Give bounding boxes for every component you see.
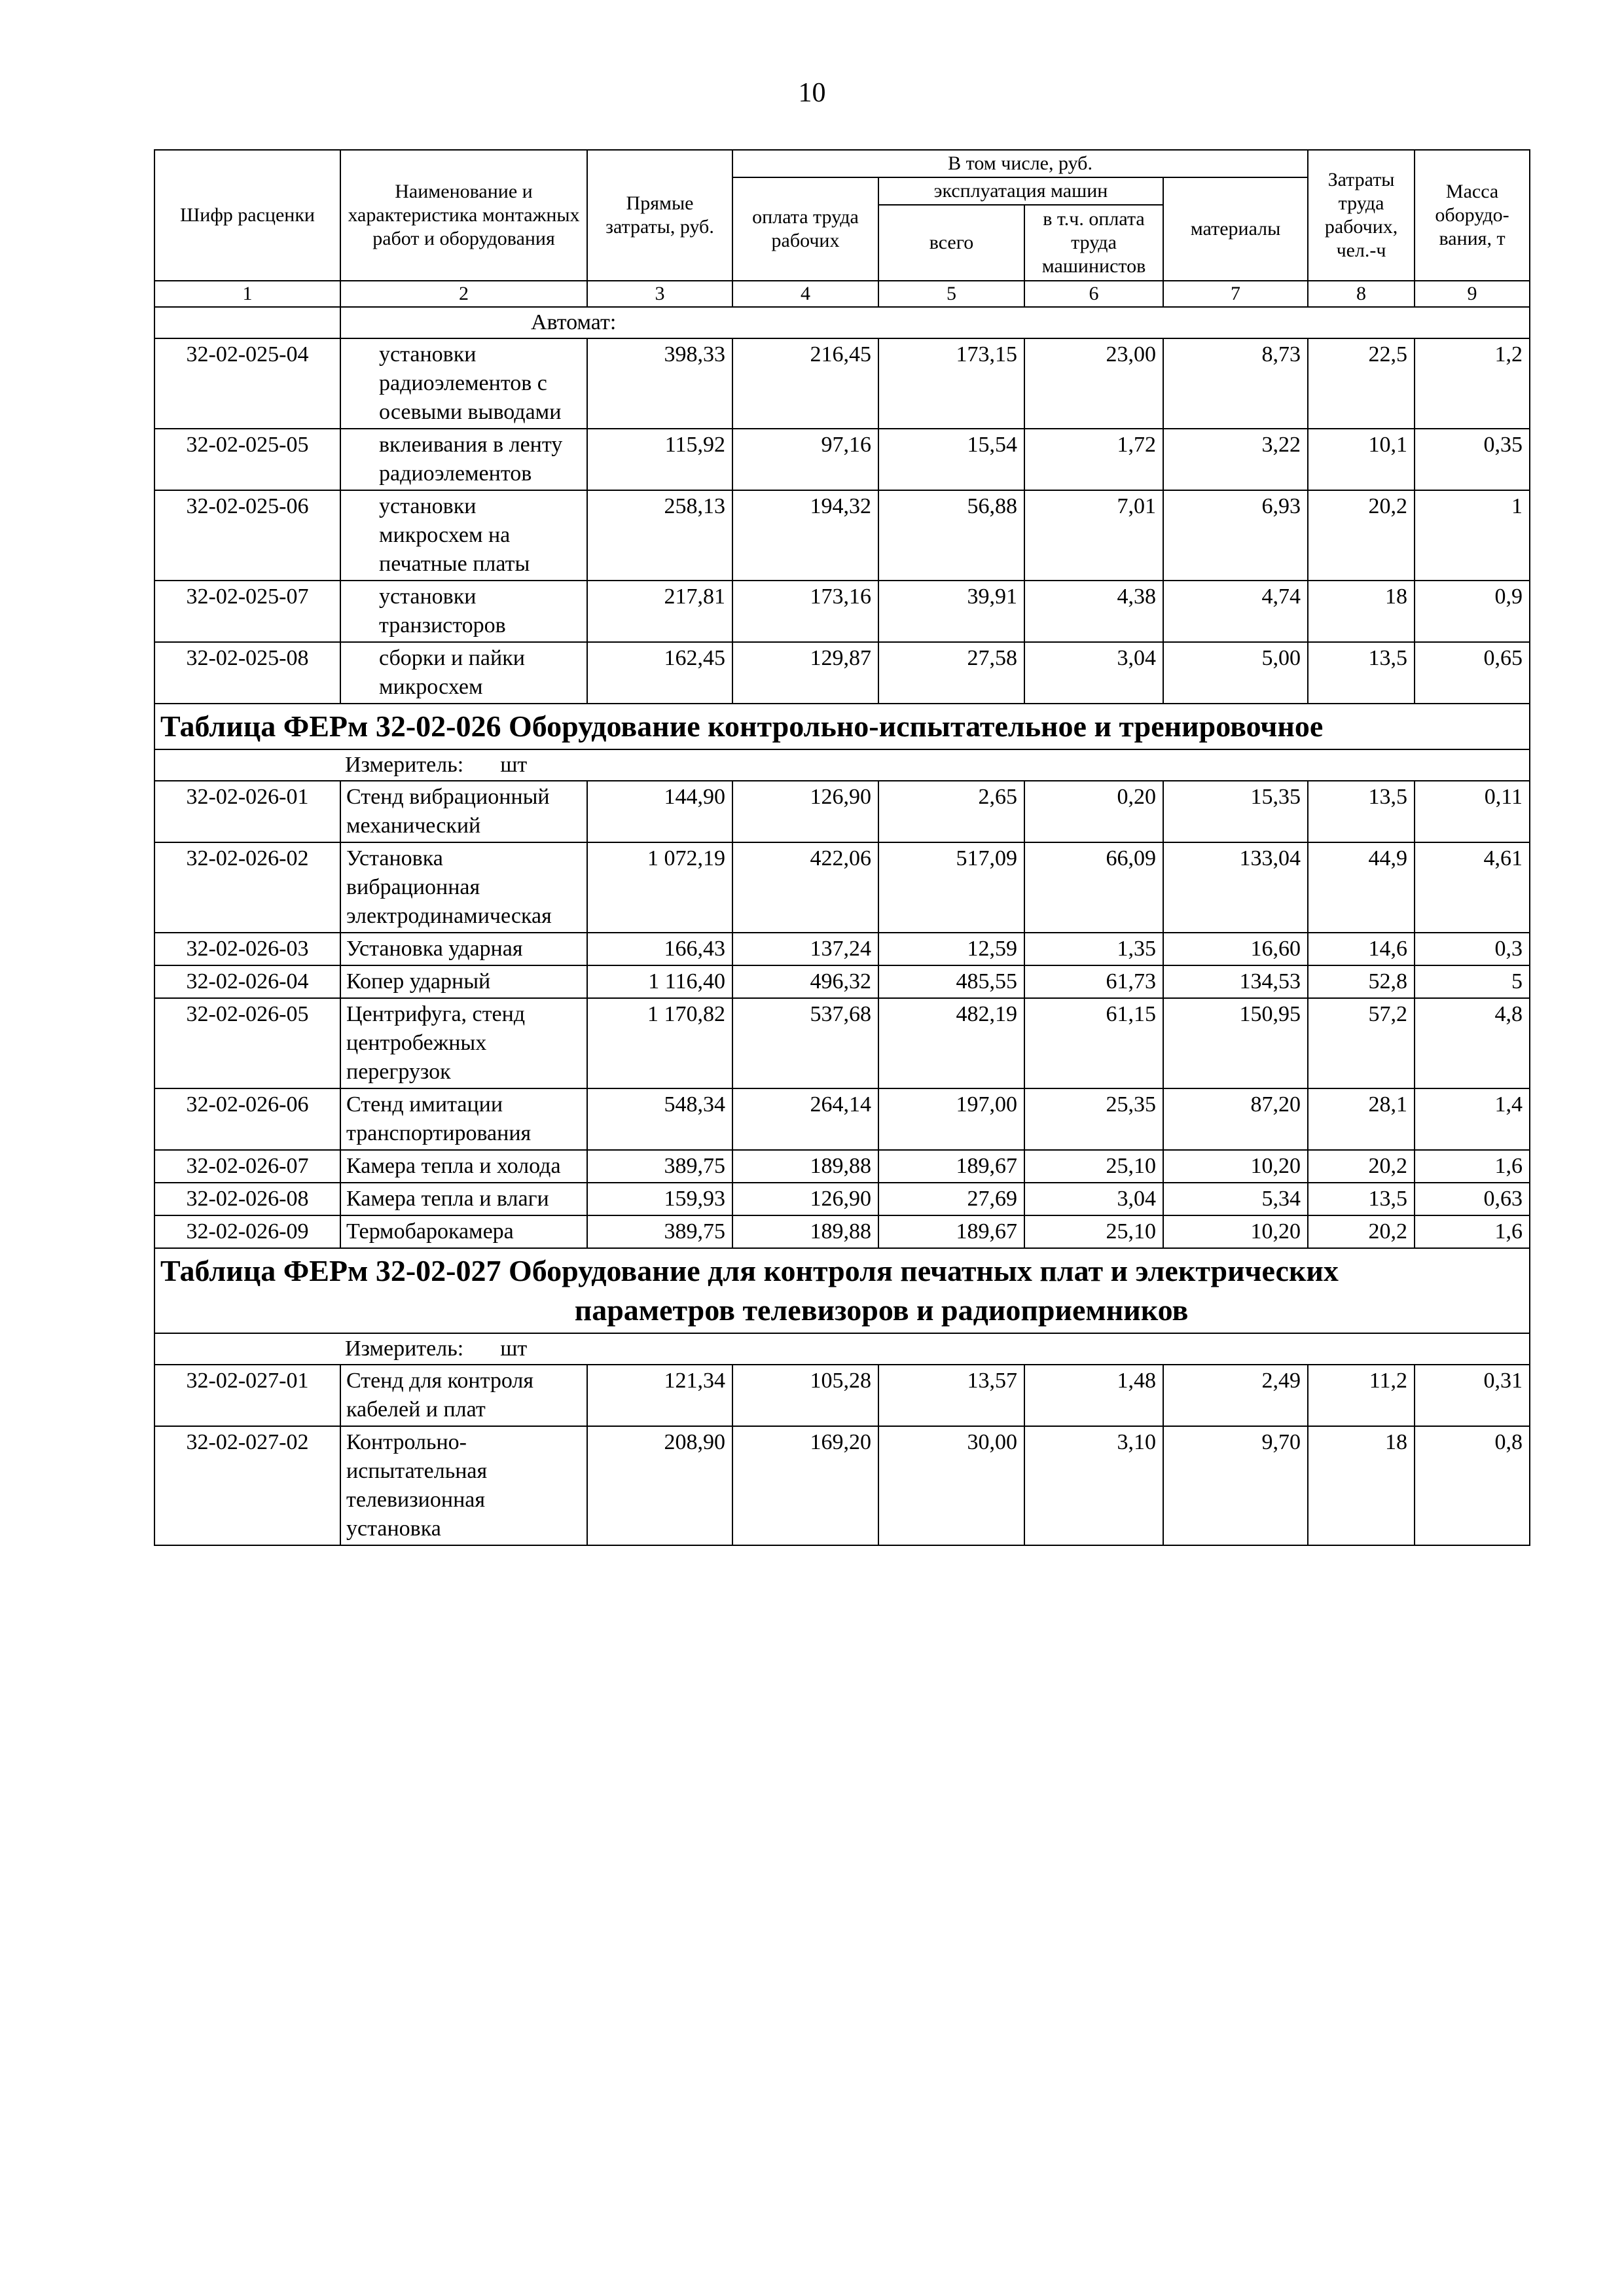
machinists-pay-value: 25,35 — [1024, 1088, 1163, 1150]
direct-costs-value: 398,33 — [587, 338, 732, 429]
unit-cell — [154, 1333, 1530, 1365]
rate-code: 32-02-025-05 — [154, 429, 340, 490]
rate-code: 32-02-025-06 — [154, 490, 340, 581]
mass-value: 4,61 — [1415, 842, 1530, 933]
column-number: 6 — [1024, 281, 1163, 307]
labor-cost-value: 14,6 — [1308, 933, 1415, 965]
header-mass: Масса оборудо-вания, т — [1415, 150, 1530, 281]
labor-cost-value: 20,2 — [1308, 1150, 1415, 1183]
unit-label: Измеритель: — [345, 753, 464, 777]
table-row — [154, 1150, 1530, 1183]
direct-costs-value: 144,90 — [587, 781, 732, 842]
direct-costs-value: 389,75 — [587, 1150, 732, 1183]
header-direct-costs: Прямые затраты, руб. — [587, 150, 732, 281]
labor-pay-value: 189,88 — [732, 1215, 878, 1248]
header-name: Наименование и характеристика монтажных работ и оборудования — [340, 150, 587, 281]
materials-value: 10,20 — [1163, 1215, 1308, 1248]
header-labor-cost: Затраты труда рабочих, чел.-ч — [1308, 150, 1415, 281]
column-number: 7 — [1163, 281, 1308, 307]
machinists-pay-value: 61,15 — [1024, 998, 1163, 1088]
labor-cost-value: 20,2 — [1308, 490, 1415, 581]
table-row — [154, 1088, 1530, 1150]
mass-value: 0,9 — [1415, 581, 1530, 642]
section-title-line2: параметров телевизоров и радиоприемников — [574, 1293, 1189, 1327]
table-row — [154, 965, 1530, 998]
materials-value: 2,49 — [1163, 1365, 1308, 1426]
rate-code: 32-02-027-01 — [154, 1365, 340, 1426]
rates-table — [154, 149, 1530, 1546]
table-row — [154, 429, 1530, 490]
machines-total-value: 197,00 — [878, 1088, 1024, 1150]
machines-total-value: 30,00 — [878, 1426, 1024, 1545]
table-row — [154, 933, 1530, 965]
materials-value: 5,34 — [1163, 1183, 1308, 1215]
labor-cost-value: 13,5 — [1308, 642, 1415, 704]
header-materials: материалы — [1163, 177, 1308, 281]
direct-costs-value: 115,92 — [587, 429, 732, 490]
table-row — [154, 781, 1530, 842]
machinists-pay-value: 3,10 — [1024, 1426, 1163, 1545]
rate-code: 32-02-026-08 — [154, 1183, 340, 1215]
rate-code: 32-02-027-02 — [154, 1426, 340, 1545]
table-row — [154, 1426, 1530, 1545]
machinists-pay-value: 1,35 — [1024, 933, 1163, 965]
work-name: Стенд имитации транспортирования — [340, 1088, 587, 1150]
rate-code: 32-02-026-04 — [154, 965, 340, 998]
labor-pay-value: 173,16 — [732, 581, 878, 642]
labor-pay-value: 126,90 — [732, 1183, 878, 1215]
materials-value: 5,00 — [1163, 642, 1308, 704]
table-row — [154, 338, 1530, 429]
column-number: 5 — [878, 281, 1024, 307]
materials-value: 133,04 — [1163, 842, 1308, 933]
labor-cost-value: 18 — [1308, 1426, 1415, 1545]
unit-row — [154, 1333, 1530, 1365]
work-name: Центрифуга, стенд центробежных перегрузок — [340, 998, 587, 1088]
machines-total-value: 27,58 — [878, 642, 1024, 704]
table-row — [154, 1183, 1530, 1215]
work-name: Камера тепла и влаги — [340, 1183, 587, 1215]
rate-code: 32-02-025-04 — [154, 338, 340, 429]
work-name: Камера тепла и холода — [340, 1150, 587, 1183]
header-machinists-pay: в т.ч. оплата труда машинистов — [1024, 205, 1163, 281]
labor-cost-value: 11,2 — [1308, 1365, 1415, 1426]
work-name: Установка ударная — [340, 933, 587, 965]
work-name: вклеивания в ленту радиоэлементов — [340, 429, 587, 490]
mass-value: 0,8 — [1415, 1426, 1530, 1545]
machines-total-value: 15,54 — [878, 429, 1024, 490]
machines-total-value: 189,67 — [878, 1150, 1024, 1183]
unit-value: шт — [500, 753, 528, 777]
work-name: Копер ударный — [340, 965, 587, 998]
machinists-pay-value: 0,20 — [1024, 781, 1163, 842]
materials-value: 6,93 — [1163, 490, 1308, 581]
table-row — [154, 581, 1530, 642]
machines-total-value: 482,19 — [878, 998, 1024, 1088]
materials-value: 134,53 — [1163, 965, 1308, 998]
column-number: 9 — [1415, 281, 1530, 307]
direct-costs-value: 162,45 — [587, 642, 732, 704]
mass-value: 0,63 — [1415, 1183, 1530, 1215]
machines-total-value: 2,65 — [878, 781, 1024, 842]
mass-value: 0,3 — [1415, 933, 1530, 965]
work-name: Стенд для контроля кабелей и плат — [340, 1365, 587, 1426]
unit-label: Измеритель: — [345, 1336, 464, 1361]
machines-total-value: 56,88 — [878, 490, 1024, 581]
materials-value: 15,35 — [1163, 781, 1308, 842]
labor-cost-value: 13,5 — [1308, 781, 1415, 842]
table-row — [154, 998, 1530, 1088]
machines-total-value: 485,55 — [878, 965, 1024, 998]
table-row — [154, 1215, 1530, 1248]
header-code: Шифр расценки — [154, 150, 340, 281]
direct-costs-value: 548,34 — [587, 1088, 732, 1150]
header-labor-pay: оплата труда рабочих — [732, 177, 878, 281]
materials-value: 10,20 — [1163, 1150, 1308, 1183]
machinists-pay-value: 25,10 — [1024, 1215, 1163, 1248]
labor-pay-value: 496,32 — [732, 965, 878, 998]
materials-value: 87,20 — [1163, 1088, 1308, 1150]
direct-costs-value: 1 116,40 — [587, 965, 732, 998]
labor-cost-value: 57,2 — [1308, 998, 1415, 1088]
work-name: установки транзисторов — [340, 581, 587, 642]
section-title: Таблица ФЕРм 32-02-026 Оборудование контрольно-испытательное и тренировочное — [154, 704, 1530, 749]
labor-pay-value: 137,24 — [732, 933, 878, 965]
mass-value: 1,2 — [1415, 338, 1530, 429]
section-title — [154, 1248, 1530, 1333]
mass-value: 1,4 — [1415, 1088, 1530, 1150]
group-label-row — [154, 307, 1530, 338]
machinists-pay-value: 61,73 — [1024, 965, 1163, 998]
rate-code: 32-02-026-01 — [154, 781, 340, 842]
machines-total-value: 39,91 — [878, 581, 1024, 642]
column-numbers-row — [154, 281, 1530, 307]
rate-code: 32-02-026-07 — [154, 1150, 340, 1183]
header-machines-total: всего — [878, 205, 1024, 281]
column-number: 1 — [154, 281, 340, 307]
machinists-pay-value: 1,72 — [1024, 429, 1163, 490]
machinists-pay-value: 3,04 — [1024, 1183, 1163, 1215]
materials-value: 9,70 — [1163, 1426, 1308, 1545]
group-label: Автомат: — [340, 307, 1530, 338]
labor-pay-value: 129,87 — [732, 642, 878, 704]
mass-value: 4,8 — [1415, 998, 1530, 1088]
labor-cost-value: 20,2 — [1308, 1215, 1415, 1248]
materials-value: 8,73 — [1163, 338, 1308, 429]
machines-total-value: 13,57 — [878, 1365, 1024, 1426]
machinists-pay-value: 1,48 — [1024, 1365, 1163, 1426]
labor-pay-value: 216,45 — [732, 338, 878, 429]
machinists-pay-value: 4,38 — [1024, 581, 1163, 642]
direct-costs-value: 121,34 — [587, 1365, 732, 1426]
unit-value: шт — [500, 1336, 528, 1361]
table-row — [154, 1365, 1530, 1426]
labor-cost-value: 22,5 — [1308, 338, 1415, 429]
work-name: установки микросхем на печатные платы — [340, 490, 587, 581]
labor-pay-value: 537,68 — [732, 998, 878, 1088]
rate-code: 32-02-026-06 — [154, 1088, 340, 1150]
machinists-pay-value: 7,01 — [1024, 490, 1163, 581]
table-row — [154, 842, 1530, 933]
labor-cost-value: 13,5 — [1308, 1183, 1415, 1215]
mass-value: 1,6 — [1415, 1150, 1530, 1183]
machines-total-value: 517,09 — [878, 842, 1024, 933]
section-title-line1: Таблица ФЕРм 32-02-027 Оборудование для контроля печатных плат и электрических — [160, 1254, 1339, 1287]
table-row — [154, 490, 1530, 581]
unit-cell — [154, 749, 1530, 781]
direct-costs-value: 258,13 — [587, 490, 732, 581]
direct-costs-value: 1 170,82 — [587, 998, 732, 1088]
machinists-pay-value: 25,10 — [1024, 1150, 1163, 1183]
header-including: В том числе, руб. — [732, 150, 1308, 177]
labor-pay-value: 189,88 — [732, 1150, 878, 1183]
labor-pay-value: 126,90 — [732, 781, 878, 842]
machines-total-value: 189,67 — [878, 1215, 1024, 1248]
mass-value: 0,11 — [1415, 781, 1530, 842]
machines-total-value: 12,59 — [878, 933, 1024, 965]
column-number: 2 — [340, 281, 587, 307]
machinists-pay-value: 3,04 — [1024, 642, 1163, 704]
mass-value: 1,6 — [1415, 1215, 1530, 1248]
work-name: Контрольно-испытательная телевизионная установка — [340, 1426, 587, 1545]
labor-pay-value: 105,28 — [732, 1365, 878, 1426]
labor-cost-value: 18 — [1308, 581, 1415, 642]
materials-value: 150,95 — [1163, 998, 1308, 1088]
unit-row — [154, 749, 1530, 781]
column-number: 4 — [732, 281, 878, 307]
labor-pay-value: 194,32 — [732, 490, 878, 581]
mass-value: 0,35 — [1415, 429, 1530, 490]
work-name: Установка вибрационная электродинамическая — [340, 842, 587, 933]
direct-costs-value: 389,75 — [587, 1215, 732, 1248]
labor-cost-value: 44,9 — [1308, 842, 1415, 933]
direct-costs-value: 208,90 — [587, 1426, 732, 1545]
rate-code: 32-02-025-08 — [154, 642, 340, 704]
work-name: установки радиоэлементов с осевыми выводами — [340, 338, 587, 429]
work-name: Термобарокамера — [340, 1215, 587, 1248]
work-name: сборки и пайки микросхем — [340, 642, 587, 704]
rate-code: 32-02-026-05 — [154, 998, 340, 1088]
machinists-pay-value: 23,00 — [1024, 338, 1163, 429]
machinists-pay-value: 66,09 — [1024, 842, 1163, 933]
materials-value: 3,22 — [1163, 429, 1308, 490]
section-title-row — [154, 704, 1530, 749]
rate-code: 32-02-026-02 — [154, 842, 340, 933]
labor-cost-value: 10,1 — [1308, 429, 1415, 490]
mass-value: 0,65 — [1415, 642, 1530, 704]
direct-costs-value: 166,43 — [587, 933, 732, 965]
table-row — [154, 642, 1530, 704]
materials-value: 16,60 — [1163, 933, 1308, 965]
direct-costs-value: 217,81 — [587, 581, 732, 642]
labor-cost-value: 52,8 — [1308, 965, 1415, 998]
rate-code: 32-02-025-07 — [154, 581, 340, 642]
section-title-row — [154, 1248, 1530, 1333]
labor-pay-value: 169,20 — [732, 1426, 878, 1545]
direct-costs-value: 1 072,19 — [587, 842, 732, 933]
labor-pay-value: 422,06 — [732, 842, 878, 933]
labor-pay-value: 264,14 — [732, 1088, 878, 1150]
mass-value: 0,31 — [1415, 1365, 1530, 1426]
machines-total-value: 27,69 — [878, 1183, 1024, 1215]
column-number: 8 — [1308, 281, 1415, 307]
page-number: 10 — [798, 78, 826, 108]
machines-total-value: 173,15 — [878, 338, 1024, 429]
column-number: 3 — [587, 281, 732, 307]
mass-value: 1 — [1415, 490, 1530, 581]
rate-code: 32-02-026-03 — [154, 933, 340, 965]
mass-value: 5 — [1415, 965, 1530, 998]
materials-value: 4,74 — [1163, 581, 1308, 642]
header-machines: эксплуатация машин — [878, 177, 1163, 205]
labor-cost-value: 28,1 — [1308, 1088, 1415, 1150]
labor-pay-value: 97,16 — [732, 429, 878, 490]
rate-code: 32-02-026-09 — [154, 1215, 340, 1248]
work-name: Стенд вибрационный механический — [340, 781, 587, 842]
direct-costs-value: 159,93 — [587, 1183, 732, 1215]
